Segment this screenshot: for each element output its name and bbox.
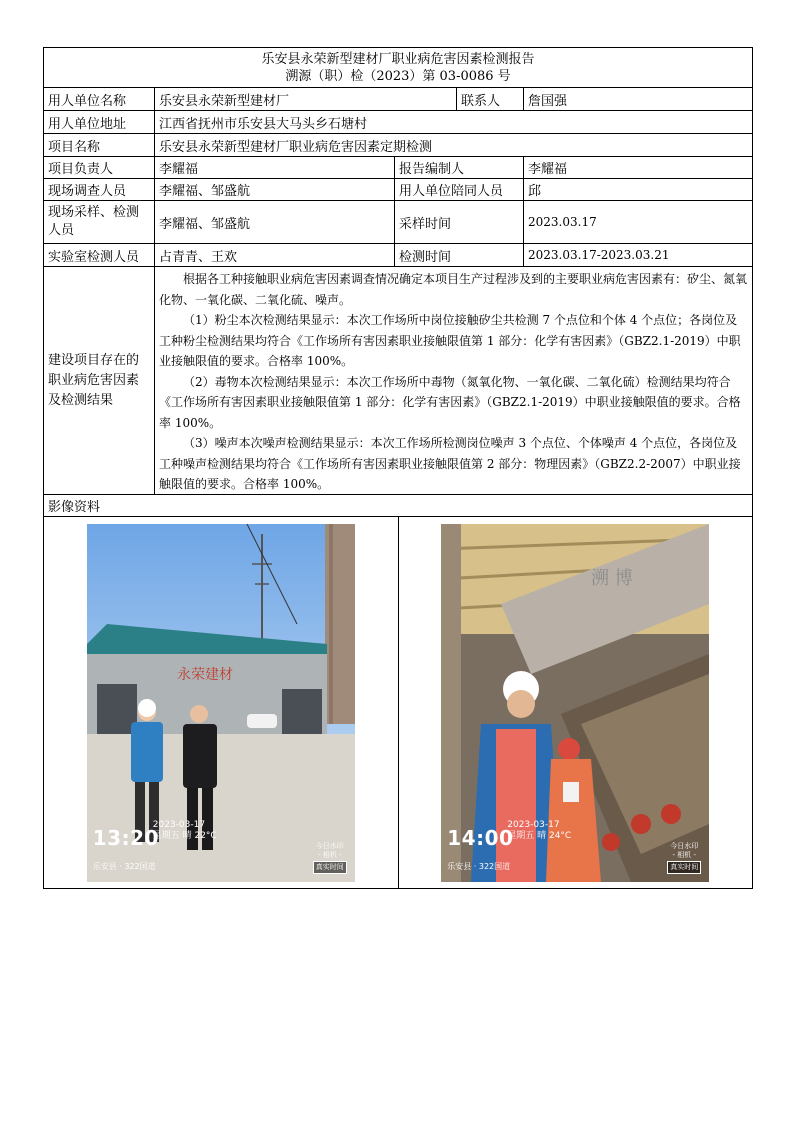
results-noise: （3）噪声本次噪声检测结果显示：本次工作场所检测岗位噪声 3 个点位、个体噪声 4 个点位，各岗位及工种噪声检测结果均符合《工作场所有害因素职业接触限值第 2 部分：物理因素》（GBZ2.2-2007）中职业接触限值的要求。合格率 100%。 [159, 436, 741, 491]
results-toxic: （2）毒物本次检测结果显示：本次工作场所中毒物（氮氧化物、一氧化碳、二氧化硫）检测结果均符合《工作场所有害因素职业接触限值第 1 部分：化学有害因素》（GBZ2.1-2019）中职业接触限值的要求。合格率 100%。 [159, 374, 741, 430]
photo1-date-block [153, 820, 217, 842]
photo2-location: 乐安县 · 322国道 [447, 861, 511, 871]
photo2-date-block [507, 820, 571, 842]
photo1-date: 2023-03-17 [152, 819, 206, 830]
lab-value: 占青青、王欢 [155, 244, 395, 266]
photo1-logo-box: 真实时间 [313, 861, 347, 874]
photo-production-line [441, 524, 709, 882]
row-leader [44, 157, 752, 179]
project-label: 项目名称 [44, 134, 155, 156]
factory-sign: 永荣建材 [176, 666, 233, 683]
test-time-value: 2023.03.17-2023.03.21 [528, 248, 670, 262]
photo-cell-right [399, 517, 753, 888]
row-results [44, 267, 752, 495]
photo2-watermark-logo [667, 842, 701, 874]
address-label: 用人单位地址 [44, 111, 155, 133]
photo2-logo-mid: - 相机 - [672, 850, 696, 859]
machine-sign: 溯 博 [591, 567, 633, 589]
report-title: 乐安县永荣新型建材厂职业病危害因素检测报告 [261, 52, 535, 67]
row-sampling [44, 201, 752, 244]
leader-value: 李耀福 [155, 157, 395, 178]
results-text [155, 267, 752, 494]
photo1-weather: 星期五 晴 22°C [152, 830, 217, 841]
compiler-value: 李耀福 [528, 162, 568, 177]
compiler-label: 报告编制人 [395, 157, 524, 178]
project-value: 乐安县永荣新型建材厂职业病危害因素定期检测 [159, 139, 433, 155]
employer-value: 乐安县永荣新型建材厂 [155, 88, 457, 110]
report-form [43, 47, 753, 889]
photo2-logo-top: 今日水印 [670, 841, 699, 850]
photo1-time: 13:20 [92, 825, 159, 850]
row-employer [44, 88, 752, 111]
results-intro: 根据各工种接触职业病危害因素调查情况确定本项目生产过程涉及到的主要职业病危害因素有：矽尘、氮氧化物、一氧化碳、二氧化硫、噪声。 [159, 272, 748, 307]
row-address [44, 111, 752, 134]
row-project [44, 134, 752, 157]
photo1-watermark-logo [313, 842, 347, 874]
escort-label: 用人单位陪同人员 [395, 179, 524, 200]
photo-cell-left [44, 517, 399, 888]
sampling-time-value: 2023.03.17 [528, 215, 597, 229]
photo2-date: 2023-03-17 [507, 819, 560, 830]
contact-label: 联系人 [457, 88, 524, 110]
escort-value: 邱 [528, 184, 542, 199]
photo1-logo-top: 今日水印 [315, 841, 344, 850]
employer-label: 用人单位名称 [44, 88, 155, 110]
row-images-title [44, 495, 752, 517]
leader-label: 项目负责人 [44, 157, 155, 178]
results-dust: （1）粉尘本次检测结果显示：本次工作场所中岗位接触矽尘共检测 7 个点位和个体 4 个点位；各岗位及工种粉尘检测结果均符合《工作场所有害因素职业接触限值第 1 部分：化学有害因素》（GBZ2.1-2019）中职业接触限值的要求。合格率 100%。 [159, 313, 741, 368]
photo2-time: 14:00 [447, 825, 514, 850]
photo1-location: 乐安县 · 322国道 [92, 861, 156, 871]
row-lab [44, 244, 752, 267]
results-label: 建设项目存在的职业病危害因素及检测结果 [44, 267, 155, 494]
row-survey [44, 179, 752, 201]
sampling-value: 李耀福、邹盛航 [155, 201, 395, 243]
report-header [44, 48, 752, 88]
survey-value: 李耀福、邹盛航 [155, 179, 395, 200]
sampling-time-label: 采样时间 [395, 201, 524, 243]
sampling-label: 现场采样、检测人员 [44, 201, 155, 243]
photo1-logo-mid: - 相机 - [317, 850, 342, 859]
survey-label: 现场调查人员 [44, 179, 155, 200]
photo2-logo-box: 真实时间 [667, 861, 701, 874]
report-number: 溯源（职）检（2023）第 03-0086 号 [285, 69, 511, 84]
lab-label: 实验室检测人员 [44, 244, 155, 266]
images-label: 影像资料 [48, 500, 101, 515]
photo2-weather: 星期五 晴 24°C [507, 830, 572, 841]
photo-area [44, 517, 752, 888]
address-value: 江西省抚州市乐安县大马头乡石塘村 [159, 116, 368, 132]
photo-factory-exterior [87, 524, 355, 882]
contact-value: 詹国强 [528, 93, 568, 109]
test-time-label: 检测时间 [395, 244, 524, 266]
